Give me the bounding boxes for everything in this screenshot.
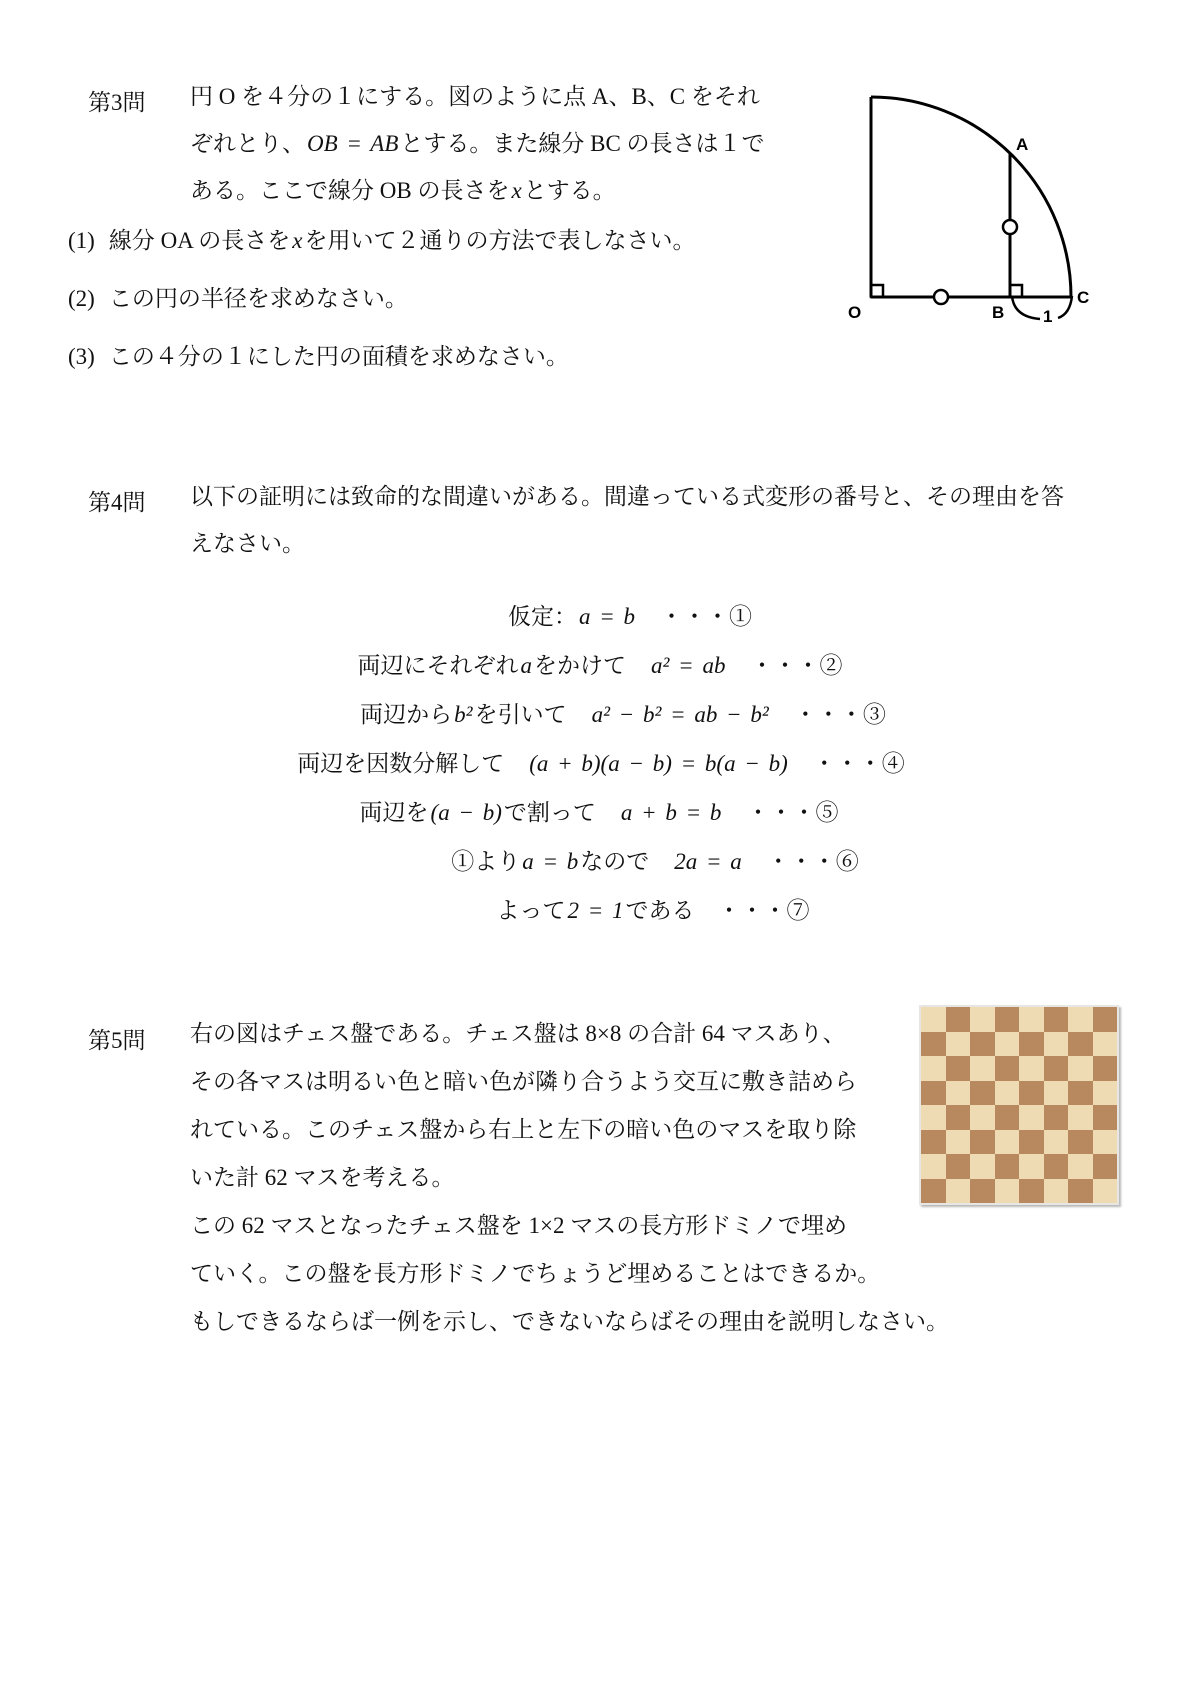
item-text — [109, 344, 569, 369]
text-segment: 両辺を — [359, 800, 429, 825]
board-cell-light — [970, 1154, 995, 1179]
math-segment: (a + b)(a − b) = b(a − b) — [529, 751, 788, 776]
board-cell-dark — [970, 1179, 995, 1204]
text-segment: ぞれとり、 — [190, 131, 305, 156]
proof-step-2 — [5, 641, 1190, 690]
brace-left — [1012, 296, 1040, 319]
point-label-B: B — [992, 303, 1005, 322]
board-cell-dark — [995, 1154, 1020, 1179]
board-cell-dark — [1093, 1105, 1118, 1130]
text-segment: とする。 — [523, 178, 616, 203]
board-cell-dark — [1019, 1032, 1044, 1057]
item-text — [109, 286, 408, 311]
board-cell-dark — [970, 1032, 995, 1057]
board-cell-light — [1019, 1056, 1044, 1081]
right-angle-mark-B — [1010, 285, 1022, 297]
statement-line — [190, 73, 765, 120]
item-number: (2) — [68, 286, 95, 311]
statement-line: いた計 62 マスを考える。 — [190, 1165, 455, 1190]
board-cell-light — [1093, 1179, 1118, 1204]
text-segment: ・・・③ — [770, 702, 886, 727]
statement-line: れている。このチェス盤から右上と左下の暗い色のマスを取り除 — [190, 1117, 857, 1142]
math-segment: OB = AB — [307, 131, 399, 156]
text-segment: ある。ここで線分 OB の長さを — [190, 178, 510, 203]
math-segment: a = b — [578, 604, 636, 629]
board-cell-dark — [1068, 1179, 1093, 1204]
board-cell-light — [995, 1081, 1020, 1106]
proof-step-5 — [4, 788, 1190, 837]
board-cell-light — [1044, 1179, 1069, 1204]
board-cell-light — [1093, 1081, 1118, 1106]
text-segment: ①より — [451, 849, 521, 874]
board-cell-dark — [1093, 1007, 1118, 1032]
board-cell-light — [946, 1179, 971, 1204]
board-cell-light — [1044, 1081, 1069, 1106]
point-label-A: A — [1016, 135, 1029, 154]
statement-line: えなさい。 — [190, 531, 305, 556]
board-cell-dark — [946, 1154, 971, 1179]
statement-line: もしできるならば一例を示し、できないならばその理由を説明しなさい。 — [190, 1309, 949, 1334]
tick-circle-AB — [1003, 220, 1017, 234]
proof-step-3 — [28, 690, 1190, 739]
point-label-C: C — [1077, 288, 1090, 307]
board-cell-dark — [995, 1105, 1020, 1130]
text-segment: で割って — [503, 800, 619, 825]
board-cell-light — [1068, 1105, 1093, 1130]
text-segment: 両辺にそれぞれ — [357, 653, 519, 678]
problem4-statement — [190, 473, 1064, 567]
board-cell-light — [1019, 1105, 1044, 1130]
board-cell-dark — [1068, 1130, 1093, 1155]
board-cell-light — [1044, 1130, 1069, 1155]
board-cell-light — [1093, 1032, 1118, 1057]
text-segment: である ・・・⑦ — [625, 898, 810, 923]
math-segment: (a − b) — [430, 800, 502, 825]
proof-steps — [0, 592, 1190, 935]
proof-step-1 — [35, 592, 1190, 641]
board-cell-light — [1068, 1154, 1093, 1179]
board-cell-dark — [1044, 1056, 1069, 1081]
board-cell-dark — [1093, 1056, 1118, 1081]
math-segment: 2a = a — [674, 849, 742, 874]
board-cell-dark — [1068, 1032, 1093, 1057]
board-cell-dark — [1068, 1081, 1093, 1106]
board-cell-light — [995, 1179, 1020, 1204]
brace-right — [1058, 296, 1072, 318]
board-cell-light — [1093, 1130, 1118, 1155]
text-segment: ・・・⑥ — [743, 849, 859, 874]
board-cell-dark — [1044, 1105, 1069, 1130]
text-segment: 両辺を因数分解して — [297, 751, 528, 776]
statement-line: その各マスは明るい色と暗い色が隣り合うよう交互に敷き詰めら — [190, 1069, 857, 1094]
board-cell-dark — [1044, 1154, 1069, 1179]
problem3-statement — [190, 73, 765, 214]
board-cell-light — [1019, 1007, 1044, 1032]
problem3-label: 第3問 — [88, 90, 146, 115]
board-cell-dark — [1019, 1130, 1044, 1155]
text-segment: を引いて — [474, 702, 590, 727]
problem3-item-1 — [68, 222, 696, 255]
problem5-statement — [190, 1010, 949, 1346]
statement-line: 以下の証明には致命的な間違いがある。間違っている式変形の番号と、その理由を答 — [190, 484, 1064, 509]
text-segment: 両辺から — [360, 702, 453, 727]
board-cell-dark — [1019, 1081, 1044, 1106]
math-segment: a + b = b — [620, 800, 722, 825]
board-cell-dark — [921, 1130, 946, 1155]
board-cell-dark — [946, 1056, 971, 1081]
board-cell-light — [946, 1032, 971, 1057]
text-segment: 線分 OA の長さを — [108, 228, 291, 253]
text-segment: をかけて — [534, 653, 650, 678]
text-segment: ・・・④ — [789, 751, 905, 776]
board-cell-light — [946, 1081, 971, 1106]
board-cell-light — [995, 1130, 1020, 1155]
problem3-item-3 — [68, 338, 569, 371]
statement-line — [190, 167, 765, 214]
board-cell-dark — [1044, 1007, 1069, 1032]
board-cell-dark — [970, 1081, 995, 1106]
board-cell-light — [1044, 1032, 1069, 1057]
board-cell-light — [1019, 1154, 1044, 1179]
chessboard — [919, 1005, 1119, 1205]
board-cell-dark — [995, 1056, 1020, 1081]
board-cell-light — [946, 1130, 971, 1155]
math-segment: x — [511, 178, 522, 203]
math-segment: a² = ab — [651, 653, 726, 678]
math-segment: x — [292, 228, 303, 253]
point-label-O: O — [848, 303, 862, 322]
board-cell-dark — [921, 1179, 946, 1204]
text-segment: とする。また線分 BC の長さは１で — [400, 131, 765, 156]
board-cell-dark — [995, 1007, 1020, 1032]
board-cell-light — [1068, 1056, 1093, 1081]
board-cell-light — [970, 1056, 995, 1081]
statement-line — [190, 120, 765, 167]
math-segment: a = b — [522, 849, 579, 874]
text-segment: ・・・② — [727, 653, 843, 678]
text-segment: よって — [496, 898, 566, 923]
proof-step-4 — [6, 739, 1190, 788]
board-cell-light — [970, 1105, 995, 1130]
board-cell-dark — [970, 1130, 995, 1155]
board-cell-dark — [1093, 1154, 1118, 1179]
proof-step-7 — [58, 886, 1190, 935]
board-cell-dark — [921, 1032, 946, 1057]
board-cell-light — [921, 1056, 946, 1081]
tick-circle-OB — [934, 290, 948, 304]
problem4-label: 第4問 — [88, 490, 146, 515]
board-cell-light — [921, 1007, 946, 1032]
quarter-arc — [871, 97, 1071, 297]
text-segment: 円 O を４分の１にする。図のように点 A、B、C をそれ — [190, 84, 760, 109]
board-cell-light — [921, 1105, 946, 1130]
right-angle-mark-O — [871, 285, 883, 297]
text-segment: 仮定： — [507, 604, 577, 629]
board-cell-dark — [946, 1105, 971, 1130]
statement-line: この 62 マスとなったチェス盤を 1×2 マスの長方形ドミノで埋め — [190, 1213, 847, 1238]
text-segment: ・・・① — [637, 604, 753, 629]
text-segment: を用いて２通りの方法で表しなさい。 — [304, 228, 696, 253]
length-label-BC: 1 — [1043, 307, 1053, 326]
statement-line: 右の図はチェス盤である。チェス盤は 8×8 の合計 64 マスあり、 — [190, 1021, 846, 1046]
item-number: (3) — [68, 344, 95, 369]
text-segment: この円の半径を求めなさい。 — [108, 286, 408, 311]
board-cell-dark — [1019, 1179, 1044, 1204]
board-cell-dark — [946, 1007, 971, 1032]
board-cell-light — [995, 1032, 1020, 1057]
board-cell-light — [1068, 1007, 1093, 1032]
problem3-item-2 — [68, 280, 408, 313]
quarter-circle-figure — [838, 78, 1100, 340]
item-text — [109, 228, 696, 253]
board-cell-light — [921, 1154, 946, 1179]
math-segment: a — [520, 653, 533, 678]
math-segment: 2 = 1 — [567, 898, 624, 923]
proof-step-6 — [60, 837, 1190, 886]
board-cell-dark — [921, 1081, 946, 1106]
math-segment: b² — [454, 702, 473, 727]
item-number: (1) — [68, 228, 95, 253]
math-segment: a² − b² = ab − b² — [591, 702, 769, 727]
text-segment: ・・・⑤ — [723, 800, 839, 825]
problem5-label: 第5問 — [88, 1028, 146, 1053]
statement-line: ていく。この盤を長方形ドミノでちょうど埋めることはできるか。 — [190, 1261, 881, 1286]
text-segment: なので — [580, 849, 673, 874]
board-cell-light — [970, 1007, 995, 1032]
text-segment: この４分の１にした円の面積を求めなさい。 — [108, 344, 569, 369]
